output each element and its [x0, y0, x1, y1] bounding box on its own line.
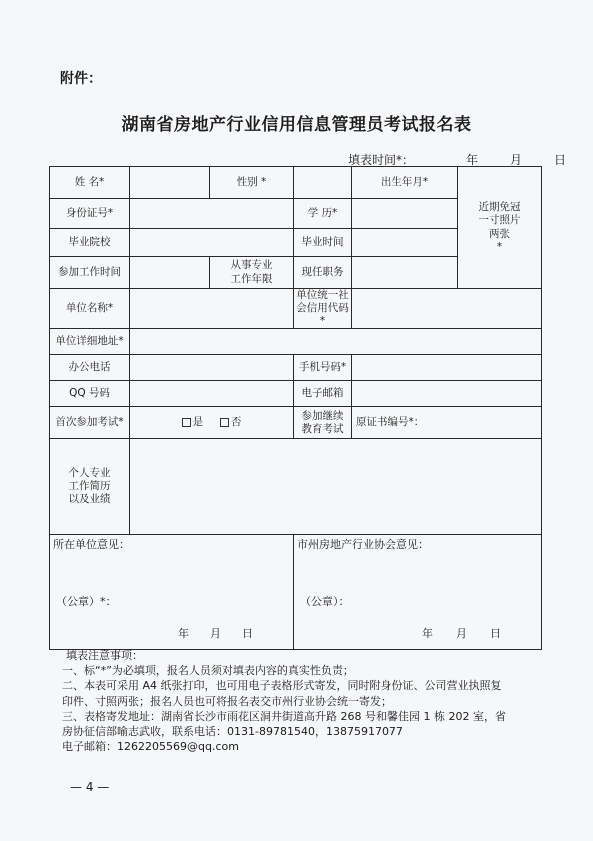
position-field[interactable]: [352, 257, 458, 289]
page-number: — 4 —: [70, 780, 110, 794]
continuing-edu-line2: 教育考试: [301, 422, 344, 435]
grad-time-field[interactable]: [352, 229, 458, 257]
notes-heading: 填表注意事项：: [66, 649, 143, 662]
original-cert-field[interactable]: [352, 407, 542, 439]
credit-code-line2: 会信用代码*: [296, 302, 349, 328]
resume-line1: 个人专业: [68, 467, 111, 480]
id-field[interactable]: [130, 199, 294, 229]
notes-line-3: 印件、寸照两张；报名人员也可将报名表交市州行业协会统一寄发；: [62, 694, 392, 708]
email-field[interactable]: [352, 381, 542, 407]
no-label: 否: [230, 416, 242, 429]
unit-opinion-label: 所在单位意见：: [53, 538, 130, 552]
photo-line-4: *: [496, 240, 503, 253]
notes-line-6: 电子邮箱：1262205569@qq.com: [62, 740, 239, 754]
photo-box[interactable]: [458, 167, 542, 289]
page-title: 湖南省房地产行业信用信息管理员考试报名表: [121, 115, 472, 135]
photo-line-2: 一寸照片: [478, 214, 521, 227]
resume-line3: 以及业绩: [68, 493, 111, 506]
education-field[interactable]: [352, 199, 458, 229]
assoc-sig-year: 年: [422, 627, 433, 641]
notes-section: [62, 648, 552, 754]
attachment-label: 附件：: [60, 71, 102, 87]
assoc-stamp-label: （公章）：: [300, 595, 350, 609]
years-label: [210, 257, 294, 289]
work-start-label: 参加工作时间: [50, 257, 130, 289]
assoc-sig-month: 月: [456, 627, 467, 641]
name-label: 姓 名*: [50, 167, 130, 199]
assoc-opinion-box[interactable]: [294, 535, 542, 650]
fill-date-day: 日: [554, 153, 567, 167]
fill-date-month: 月: [510, 153, 523, 167]
office-phone-field[interactable]: [130, 355, 294, 381]
birth-label: 出生年月*: [352, 167, 458, 199]
registration-form: [49, 166, 542, 650]
credit-code-line1: 单位统一社: [296, 289, 349, 301]
office-phone-label: 办公电话: [50, 355, 130, 381]
unit-opinion-box[interactable]: [50, 535, 294, 650]
yes-label: 是: [192, 416, 204, 429]
credit-code-field[interactable]: [352, 289, 542, 329]
credit-code-label: [294, 289, 352, 329]
photo-line-3: 两张: [489, 227, 510, 240]
yes-checkbox[interactable]: [182, 418, 191, 427]
position-label: 现任职务: [294, 257, 352, 289]
notes-line-1: 一、标“*”为必填项，报名人员须对填表内容的真实性负责；: [62, 664, 354, 678]
unit-sig-year: 年: [178, 627, 189, 641]
unit-name-field[interactable]: [130, 289, 294, 329]
resume-line2: 工作简历: [68, 480, 111, 493]
gender-label: 性别 *: [210, 167, 294, 199]
assoc-opinion-label: 市州房地产行业协会意见：: [297, 538, 429, 552]
mobile-field[interactable]: [352, 355, 542, 381]
years-label-line2: 工作年限: [230, 272, 273, 285]
mobile-label: 手机号码*: [294, 355, 352, 381]
id-label: 身份证号*: [50, 199, 130, 229]
original-cert-label: 原证书编号*：: [356, 416, 425, 429]
notes-line-4: 三、表格寄发地址：湖南省长沙市雨花区洞井街道高升路 268 号和馨佳园 1 栋 202 室，省: [62, 709, 506, 723]
unit-sig-day: 日: [242, 627, 253, 641]
unit-stamp-label: （公章）*：: [56, 595, 117, 609]
gender-field[interactable]: [294, 167, 352, 199]
assoc-sig-day: 日: [490, 627, 501, 641]
school-field[interactable]: [130, 229, 294, 257]
work-start-field[interactable]: [130, 257, 210, 289]
fill-date-year: 年: [466, 153, 479, 167]
address-field[interactable]: [130, 329, 542, 355]
notes-line-2: 二、本表可采用 A4 纸张打印，也可用电子表格形式寄发，同时附身份证、公司营业执照复: [62, 679, 502, 693]
grad-time-label: 毕业时间: [294, 229, 352, 257]
school-label: 毕业院校: [50, 229, 130, 257]
continuing-edu-line1: 参加继续: [301, 409, 344, 422]
fill-date-label: 填表时间*：: [348, 153, 415, 167]
address-label: 单位详细地址*: [50, 329, 130, 355]
education-label: 学 历*: [294, 199, 352, 229]
first-exam-options: [130, 407, 294, 439]
resume-field[interactable]: [130, 439, 542, 535]
years-label-line1: 从事专业: [230, 259, 273, 272]
resume-label: [50, 439, 130, 535]
notes-line-5: 房协征信部喻志武收，联系电话：0131-89781540，13875917077: [62, 725, 403, 739]
name-field[interactable]: [130, 167, 210, 199]
first-exam-label: 首次参加考试*: [50, 407, 130, 439]
qq-field[interactable]: [130, 381, 294, 407]
unit-name-label: 单位名称*: [50, 289, 130, 329]
photo-line-1: 近期免冠: [478, 201, 521, 214]
email-label: 电子邮箱: [294, 381, 352, 407]
continuing-edu-label: [294, 407, 352, 439]
unit-sig-month: 月: [210, 627, 221, 641]
qq-label: QQ 号码: [50, 381, 130, 407]
no-checkbox[interactable]: [220, 418, 229, 427]
